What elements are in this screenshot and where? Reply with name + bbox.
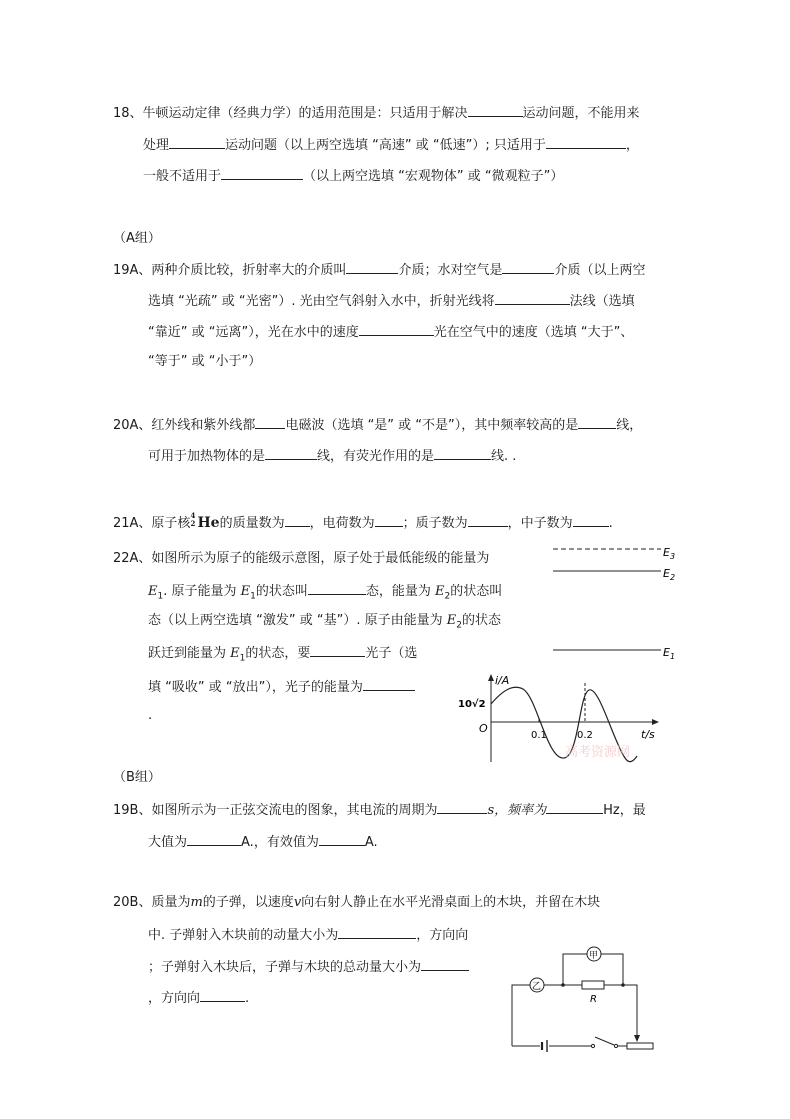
q22a-line4: 跃迁到能量为 $E_1$的状态，要 光子（选 — [148, 643, 417, 668]
amplitude-label: 10√2 — [458, 699, 486, 710]
q21a-line: 21A、原子核 4 2 He的质量数为 ，电荷数为 ；质子数为 ，中子数为 . — [113, 511, 613, 531]
q19b-line2: 大值为 A.，有效值为 A. — [148, 832, 378, 852]
energy-level-diagram — [545, 540, 685, 665]
y-axis-arrow — [488, 674, 494, 681]
resistor — [582, 981, 604, 989]
q20b-line1: 20B、质量为m的子弹，以速度v向右射人静止在水平光滑桌面上的木块，并留在木块 — [113, 895, 601, 910]
q20b-line3: ；子弹射入木块后，子弹与木块的总动量大小为 — [148, 957, 469, 977]
switch-blade — [595, 1037, 614, 1045]
level-e1-label: $E_1$ — [663, 646, 676, 661]
y-axis-label: i/A — [495, 674, 510, 687]
q19a-line2: 选填 “光疏” 或 “光密”）. 光由空气斜射入水中，折射光线将 法线（选填 — [148, 291, 635, 311]
watermark: 高考资源网 — [565, 745, 631, 760]
meter-jia-label: 甲 — [589, 951, 599, 961]
level-e3-label: $E_3$ — [663, 546, 676, 561]
wire-upper-right — [601, 954, 623, 985]
wire-left — [512, 985, 530, 1046]
tick-label-0.1: 0.1 — [531, 730, 547, 741]
resistor-label: R — [590, 994, 597, 1005]
tick-label-0.2: 0.2 — [577, 730, 593, 741]
q22a-line3: 态（以上两空选填 “激发” 或 “基”）. 原子由能量为 $E_2$的状态 — [148, 613, 501, 631]
q22a-line2: $E_1$. 原子能量为 $E_1$的状态叫 态，能量为 $E_2$的状态叫 — [148, 581, 502, 606]
q18-line1: 18、牛顿运动定律（经典力学）的适用范围是：只适用于解决 运动问题，不能用来 — [113, 103, 640, 123]
q19a-line4: “等于” 或 “小于”） — [148, 354, 262, 369]
helium-nucleus: 4 2 He — [190, 511, 220, 531]
q20b-line2: 中. 子弹射入木块前的动量大小为 ，方向向 — [148, 925, 468, 945]
q18-line3: 一般不适用于 （以上两空选填 “宏观物体” 或 “微观粒子”） — [143, 166, 563, 186]
q22a-line5: 填 “吸收” 或 “放出”），光子的能量为 — [148, 677, 415, 697]
circuit-diagram — [505, 940, 665, 1060]
rheostat — [627, 1043, 653, 1049]
q20b-line4: ，方向向 . — [148, 988, 249, 1008]
origin-label: O — [479, 722, 488, 735]
q19a-line1: 19A、两种介质比较，折射率大的介质叫 介质；水对空气是 介质（以上两空 — [113, 260, 645, 280]
q19b-line1: 19B、如图所示为一正弦交流电的图象，其电流的周期为 s，频率为 Hz，最 — [113, 800, 646, 820]
q18-line2: 处理 运动问题（以上两空选填 “高速” 或 “低速”）; 只适用于 ， — [143, 135, 639, 155]
meter-yi-label: 乙 — [532, 982, 542, 992]
q20a-line2: 可用于加热物体的是 线，有荧光作用的是 线. . — [148, 446, 516, 466]
q22a-line1: 22A、如图所示为原子的能级示意图，原子处于最低能级的能量为 — [113, 551, 490, 566]
q20a-line1: 20A、红外线和紫外线都 电磁波（选填 “是” 或 “不是”），其中频率较高的是 线， — [113, 415, 642, 435]
wire-right — [623, 985, 637, 1038]
level-e2-label: $E_2$ — [663, 567, 676, 582]
group-b-heading: （B组） — [113, 770, 161, 785]
group-a-heading: （A组） — [113, 231, 161, 246]
q22a-line6: . — [148, 708, 153, 723]
sine-current-graph — [455, 670, 675, 768]
switch-contact-left — [591, 1044, 594, 1047]
x-axis-label: t/s — [641, 728, 655, 741]
rheostat-slider — [634, 1035, 640, 1042]
wire-upper-left — [563, 954, 587, 985]
switch-contact-right — [614, 1044, 617, 1047]
x-axis-arrow — [652, 719, 659, 725]
q19a-line3: “靠近” 或 “远离”），光在水中的速度 光在空气中的速度（选填 “大于”、 — [148, 322, 633, 342]
